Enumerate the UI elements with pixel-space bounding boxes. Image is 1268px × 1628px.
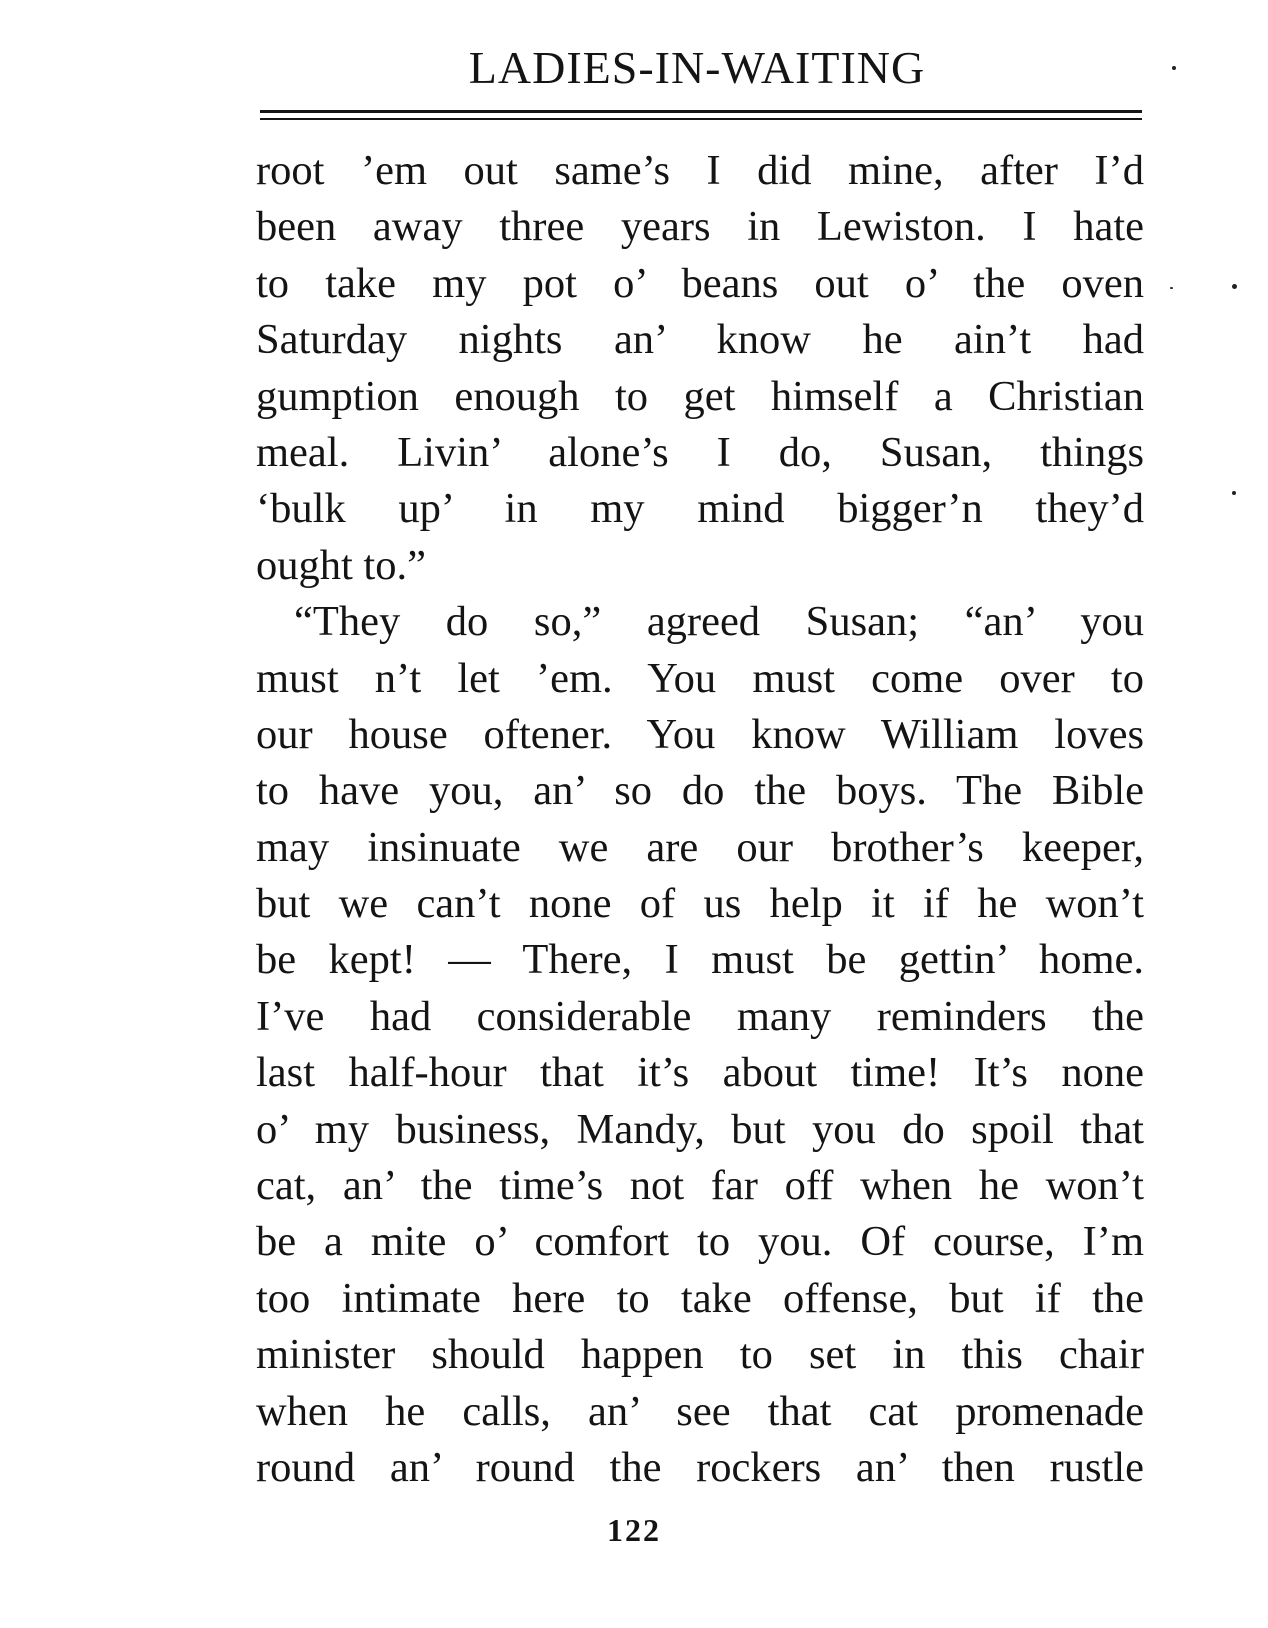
text-line: to take my pot o’ beans out o’ the oven <box>256 259 1144 307</box>
text-line: must n’t let ’em. You must come over to <box>256 654 1144 702</box>
text-line: Saturday nights an’ know he ain’t had <box>256 316 1144 364</box>
paragraph-first-line: “They do so,” agreed Susan; “an’ you <box>294 598 1144 646</box>
text-line: may insinuate we are our brother’s keeper, <box>256 823 1144 871</box>
text-line: cat, an’ the time’s not far off when he won’t <box>256 1162 1144 1210</box>
text-line: when he calls, an’ see that cat promenade <box>256 1387 1144 1435</box>
header-rule-thick <box>260 110 1142 113</box>
text-line: meal. Livin’ alone’s I do, Susan, things <box>256 428 1144 476</box>
text-line: too intimate here to take offense, but if the <box>256 1274 1144 1322</box>
text-line: round an’ round the rockers an’ then rustle <box>256 1443 1144 1491</box>
text-line: but we can’t none of us help it if he won’t <box>256 880 1144 928</box>
text-line: ‘bulk up’ in my mind bigger’n they’d <box>256 485 1144 533</box>
scan-speck <box>1232 491 1236 495</box>
text-line: gumption enough to get himself a Christian <box>256 372 1144 420</box>
scan-speck <box>1232 284 1237 289</box>
text-line: o’ my business, Mandy, but you do spoil that <box>256 1105 1144 1153</box>
text-line: to have you, an’ so do the boys. The Bible <box>256 767 1144 815</box>
text-line: be kept! — There, I must be gettin’ home. <box>256 936 1144 984</box>
running-head: LADIES-IN-WAITING <box>468 42 926 93</box>
text-line: ought to.” <box>256 541 426 589</box>
text-line: been away three years in Lewiston. I hate <box>256 203 1144 251</box>
scan-speck <box>1172 66 1176 70</box>
text-line: be a mite o’ comfort to you. Of course, I’m <box>256 1218 1144 1266</box>
text-line: root ’em out same’s I did mine, after I’d <box>256 147 1144 194</box>
page-number: 122 <box>607 1512 661 1548</box>
body-text <box>256 143 1144 1496</box>
text-line: last half-hour that it’s about time! It’s none <box>256 1049 1144 1097</box>
text-line: our house oftener. You know William loves <box>256 710 1144 758</box>
scan-speck <box>1170 287 1173 289</box>
header-rule-thin <box>260 118 1142 120</box>
text-line: minister should happen to set in this chair <box>256 1331 1144 1379</box>
text-line: I’ve had considerable many reminders the <box>256 992 1144 1040</box>
